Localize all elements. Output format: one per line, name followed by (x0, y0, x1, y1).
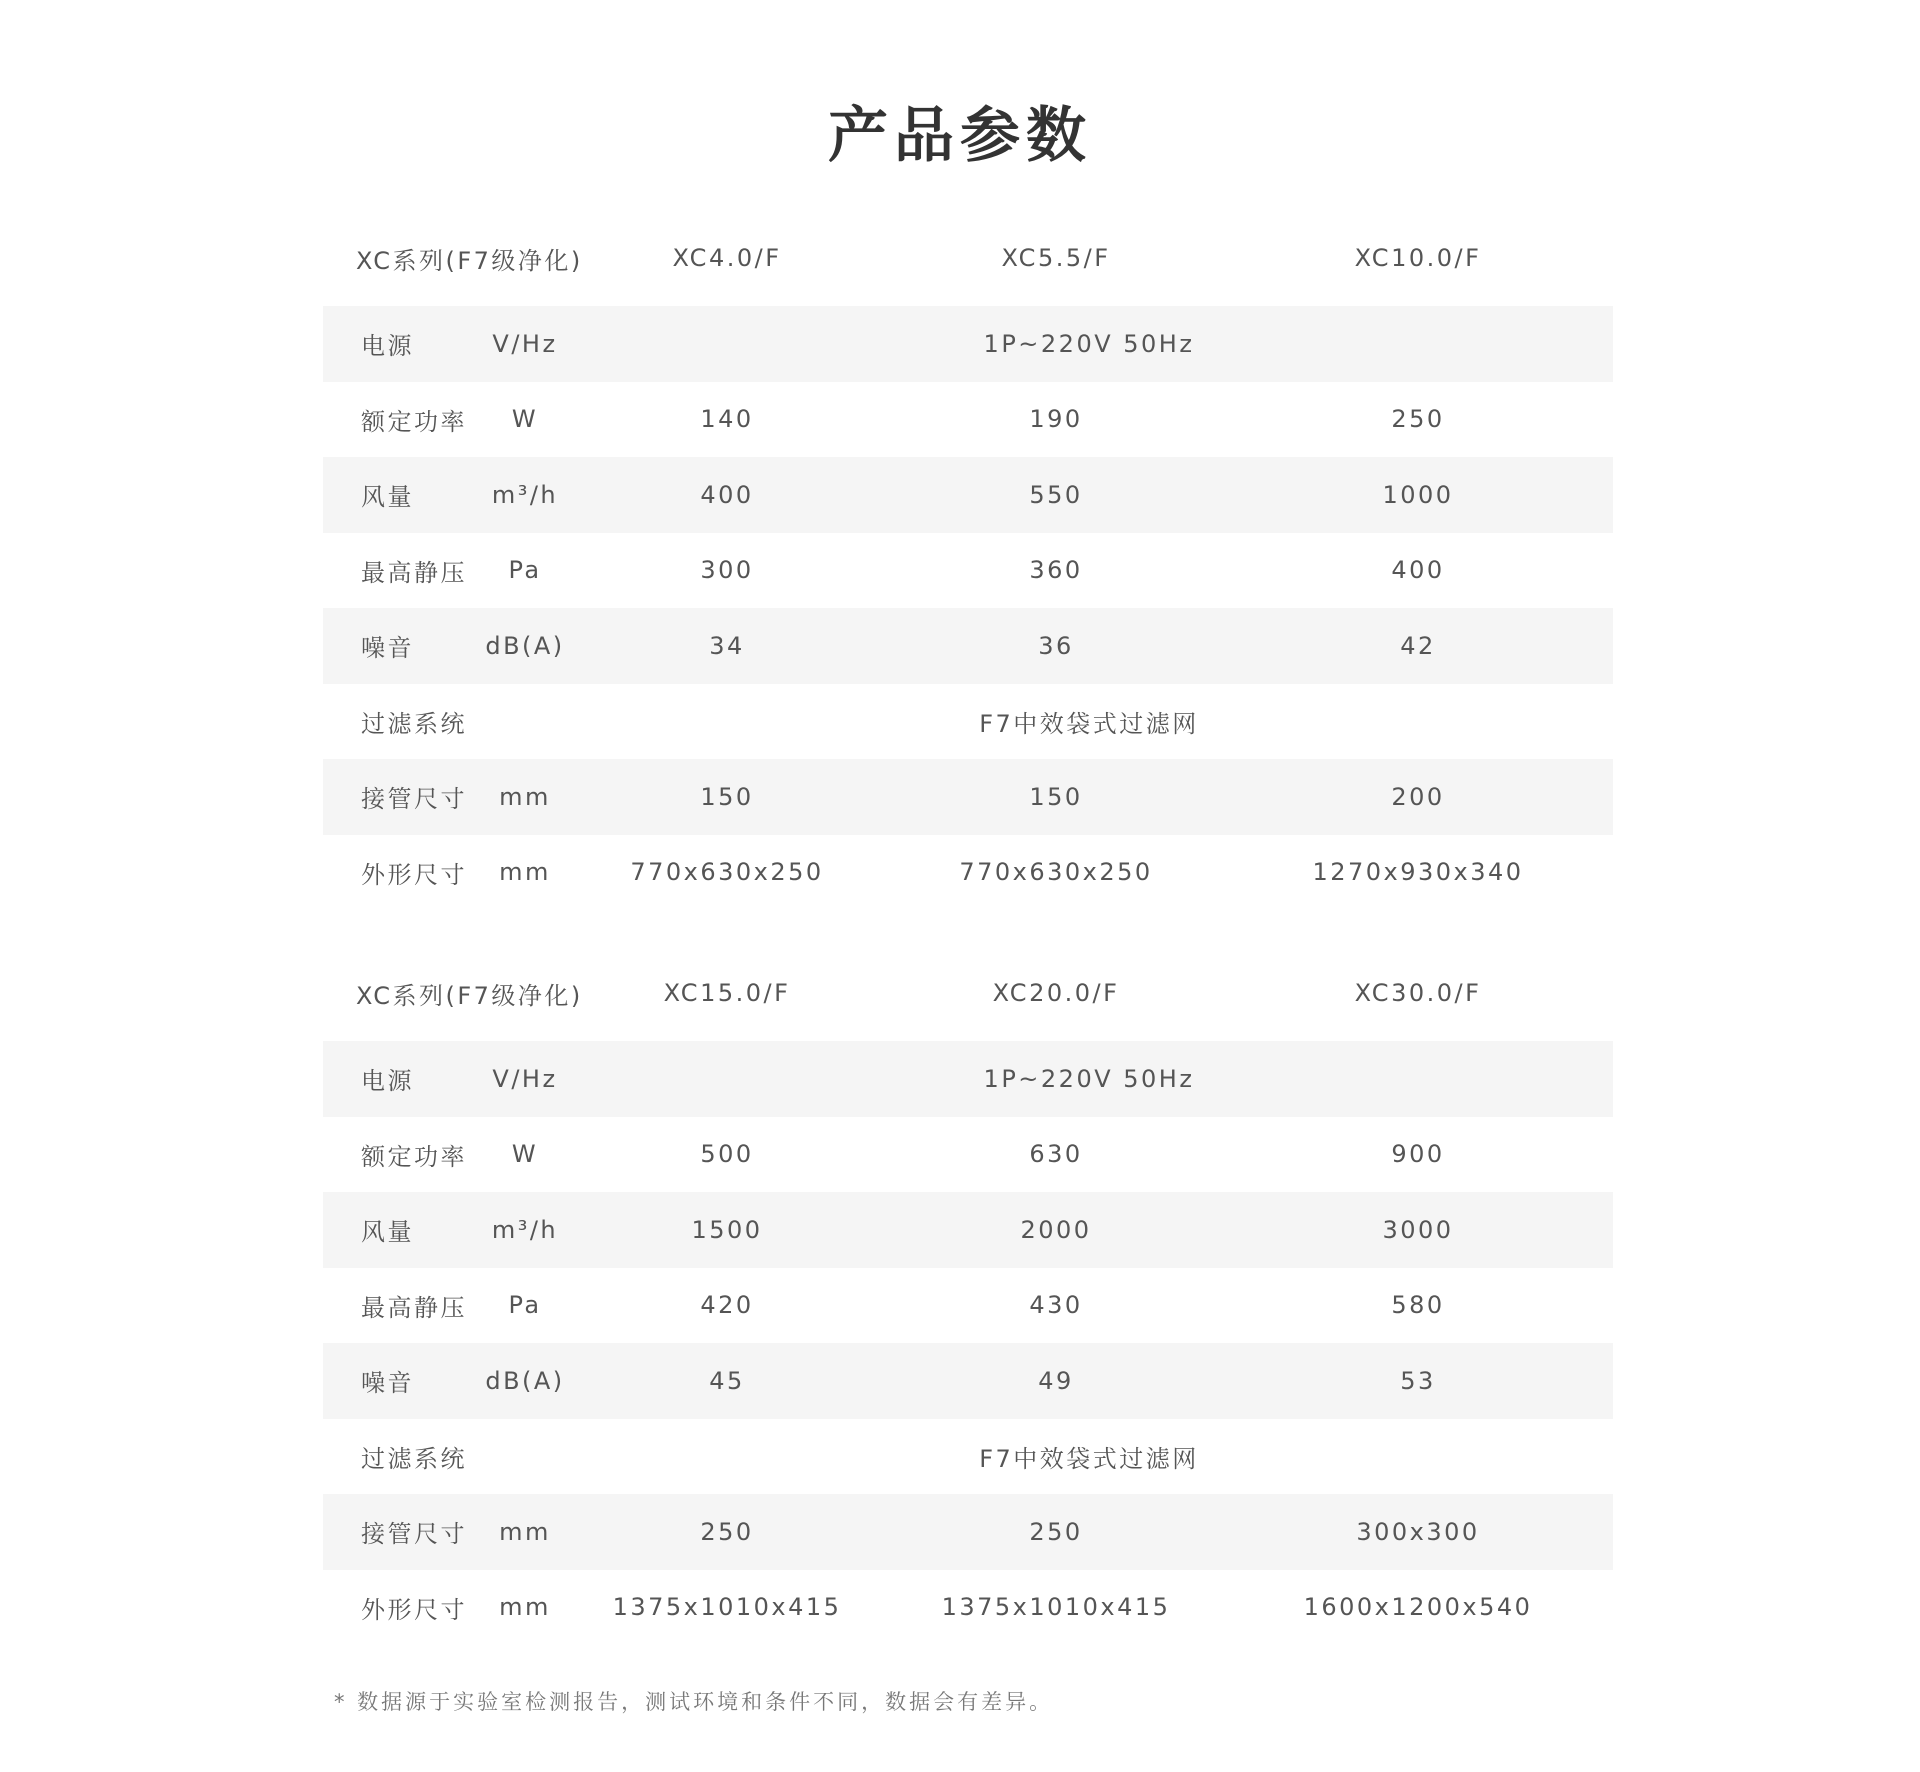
table-cell: 1270x930x340 (1312, 858, 1524, 887)
table-cell: 770x630x250 (959, 858, 1153, 887)
series-label: XC系列(F7级净化) (356, 246, 583, 275)
table-cell: 250 (1391, 405, 1445, 434)
table-cell: 300 (700, 556, 754, 585)
row-unit: mm (499, 782, 551, 811)
row-label: 过滤系统 (361, 709, 467, 738)
table-cell: 140 (700, 405, 754, 434)
table-cell: 360 (1029, 556, 1083, 585)
table-row-noise (323, 608, 1613, 684)
table-cell: 500 (700, 1140, 754, 1169)
table-cell: 1375x1010x415 (612, 1593, 842, 1622)
model-name: XC5.5/F (1001, 244, 1111, 272)
table-cell: 400 (1391, 556, 1445, 585)
table-row-static-pressure (323, 1268, 1613, 1344)
row-unit: mm (499, 1517, 551, 1546)
footnote: * 数据源于实验室检测报告，测试环境和条件不同，数据会有差异。 (334, 1690, 1054, 1714)
row-unit: dB(A) (485, 631, 565, 660)
table-cell: 580 (1391, 1291, 1445, 1320)
table-cell: 2000 (1020, 1215, 1092, 1244)
table-cell: 770x630x250 (630, 858, 824, 887)
table-cell: 150 (1029, 782, 1083, 811)
table-cell: 250 (1029, 1517, 1083, 1546)
table-row-airflow (323, 1192, 1613, 1268)
row-unit: Pa (508, 1291, 542, 1320)
table-cell: 300x300 (1356, 1517, 1480, 1546)
row-unit: m³/h (491, 480, 559, 509)
row-label: 最高静压 (361, 558, 467, 587)
table-row-duct-size (323, 759, 1613, 835)
table-row-static-pressure (323, 533, 1613, 609)
model-name: XC10.0/F (1354, 244, 1482, 272)
table-header (323, 945, 1613, 1041)
table-cell: 900 (1391, 1140, 1445, 1169)
table-cell: 430 (1029, 1291, 1083, 1320)
row-label: 最高静压 (361, 1293, 467, 1322)
model-name: XC15.0/F (663, 979, 791, 1007)
table-row-rated-power (323, 382, 1613, 458)
model-name: XC4.0/F (672, 244, 782, 272)
table-cell: 150 (700, 782, 754, 811)
table-cell: 200 (1391, 782, 1445, 811)
row-unit: V/Hz (492, 329, 558, 358)
row-unit: V/Hz (492, 1064, 558, 1093)
table-cell: 1375x1010x415 (941, 1593, 1171, 1622)
row-label: 接管尺寸 (361, 785, 467, 814)
table-cell: 3000 (1382, 1215, 1454, 1244)
table-cell: 1P~220V 50Hz (983, 1064, 1195, 1093)
row-label: 额定功率 (361, 1142, 467, 1171)
table-cell: 42 (1400, 631, 1436, 660)
table-cell: 190 (1029, 405, 1083, 434)
row-label: 风量 (361, 483, 414, 512)
page-title: 产品参数 (828, 101, 1092, 171)
model-name: XC30.0/F (1354, 979, 1482, 1007)
row-unit: W (511, 1140, 539, 1169)
spec-table-2 (323, 945, 1613, 1645)
row-unit: Pa (508, 556, 542, 585)
table-cell: 420 (700, 1291, 754, 1320)
table-row-rated-power (323, 1117, 1613, 1193)
table-cell: 400 (700, 480, 754, 509)
table-cell: 1600x1200x540 (1303, 1593, 1533, 1622)
table-row-power-supply (323, 1041, 1613, 1117)
row-unit: dB(A) (485, 1366, 565, 1395)
table-cell: 36 (1038, 631, 1074, 660)
table-row-dimensions (323, 1570, 1613, 1646)
row-label: 外形尺寸 (361, 860, 467, 889)
row-label: 接管尺寸 (361, 1520, 467, 1549)
table-cell: 45 (709, 1366, 745, 1395)
table-cell: 1P~220V 50Hz (983, 329, 1195, 358)
table-cell: F7中效袋式过滤网 (979, 1444, 1199, 1473)
table-header (323, 210, 1613, 306)
table-cell: 250 (700, 1517, 754, 1546)
row-unit: mm (499, 1593, 551, 1622)
table-cell: 550 (1029, 480, 1083, 509)
row-label: 电源 (361, 1067, 414, 1096)
table-cell: 1000 (1382, 480, 1454, 509)
table-row-airflow (323, 457, 1613, 533)
series-label: XC系列(F7级净化) (356, 981, 583, 1010)
table-row-dimensions (323, 835, 1613, 911)
row-unit: mm (499, 858, 551, 887)
spec-table-1 (323, 210, 1613, 910)
table-cell: 1500 (691, 1215, 763, 1244)
row-unit: W (511, 405, 539, 434)
row-unit: m³/h (491, 1215, 559, 1244)
row-label: 噪音 (361, 1369, 414, 1398)
row-label: 风量 (361, 1218, 414, 1247)
row-label: 额定功率 (361, 407, 467, 436)
table-cell: 49 (1038, 1366, 1074, 1395)
table-cell: 630 (1029, 1140, 1083, 1169)
table-cell: 53 (1400, 1366, 1436, 1395)
row-label: 噪音 (361, 634, 414, 663)
row-label: 电源 (361, 332, 414, 361)
table-row-power-supply (323, 306, 1613, 382)
table-row-filter (323, 684, 1613, 760)
table-row-noise (323, 1343, 1613, 1419)
row-label: 过滤系统 (361, 1444, 467, 1473)
table-row-duct-size (323, 1494, 1613, 1570)
table-row-filter (323, 1419, 1613, 1495)
table-cell: F7中效袋式过滤网 (979, 709, 1199, 738)
row-label: 外形尺寸 (361, 1595, 467, 1624)
model-name: XC20.0/F (992, 979, 1120, 1007)
table-cell: 34 (709, 631, 745, 660)
